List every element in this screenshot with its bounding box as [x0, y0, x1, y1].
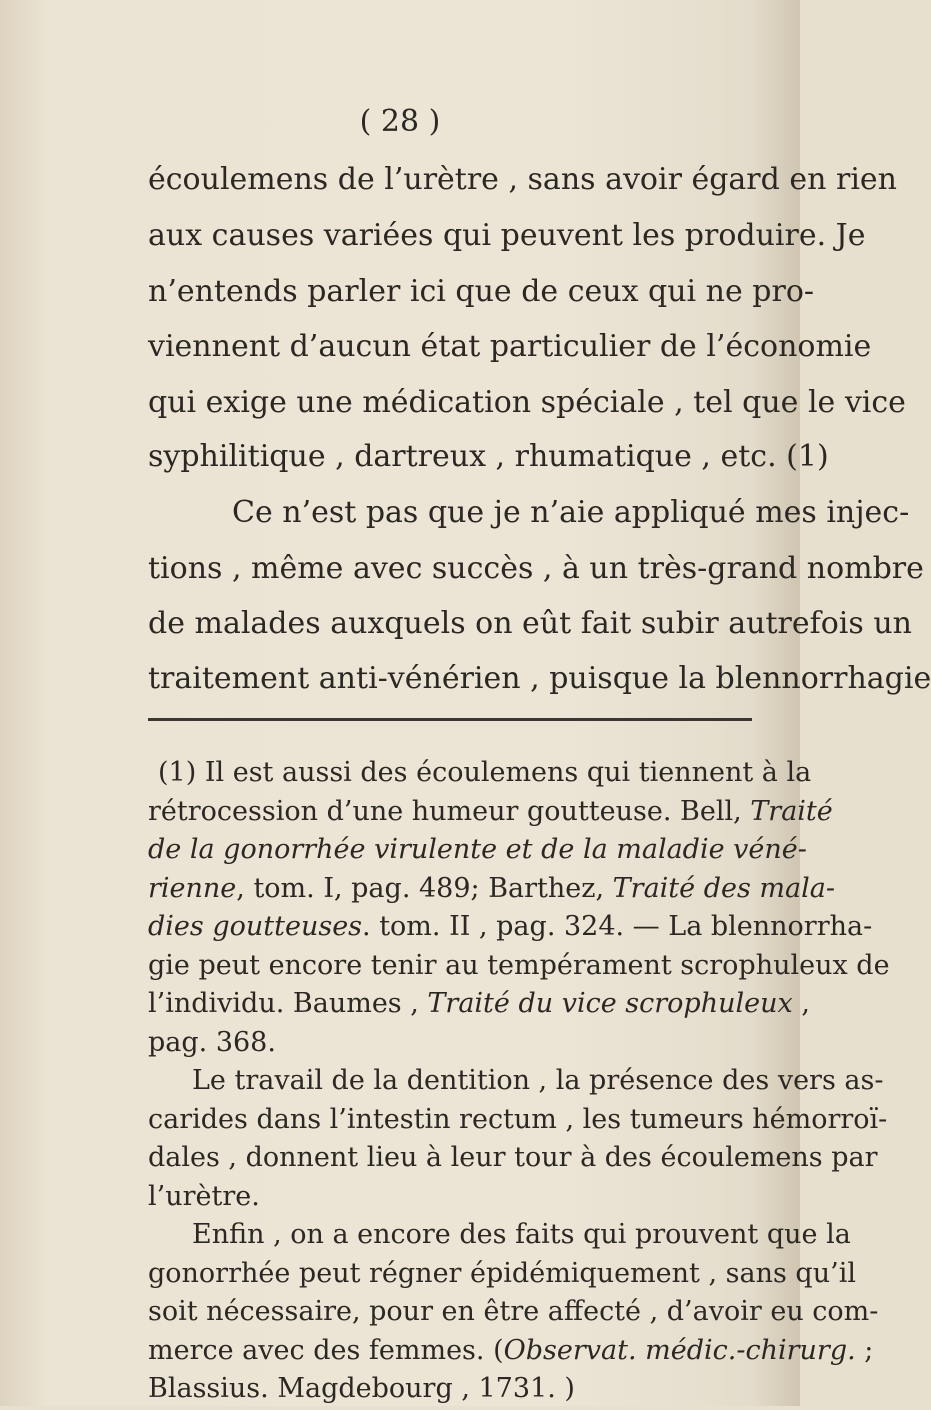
- footnote-line: (1) Il est aussi des écoulemens qui tiennent à la: [158, 757, 812, 788]
- footnote-line: Enfin , on a encore des faits qui prouvent que la: [192, 1219, 851, 1250]
- text-line: de malades auxquels on eût fait subir autrefois un: [148, 606, 912, 641]
- footnote-line: rétrocession d’une humeur goutteuse. Bell, Traité: [148, 795, 833, 827]
- page-number: ( 28 ): [359, 104, 441, 139]
- footnote-line: dales , donnent lieu à leur tour à des écoulemens par: [148, 1142, 878, 1173]
- text-line: qui exige une médication spéciale , tel que le vice: [148, 385, 906, 420]
- footnote-line: merce avec des femmes. (Observat. médic.-chirurg. ;: [148, 1334, 874, 1366]
- text-line: viennent d’aucun état particulier de l’économie: [148, 329, 872, 364]
- footnote-rule: [148, 718, 752, 721]
- footnote-line: Blassius. Magdebourg , 1731. ): [148, 1373, 575, 1404]
- text-line: aux causes variées qui peuvent les produire. Je: [148, 218, 866, 253]
- text-line: Ce n’est pas que je n’aie appliqué mes injec-: [232, 495, 910, 530]
- footnote-line: l’individu. Baumes , Traité du vice scrophuleux ,: [148, 988, 810, 1019]
- text-line: n’entends parler ici que de ceux qui ne pro-: [148, 274, 815, 309]
- footnote-line: carides dans l’intestin rectum , les tumeurs hémorroï-: [148, 1103, 888, 1135]
- footnote-line: rienne, tom. I, pag. 489; Barthez, Traité des mala-: [148, 872, 835, 904]
- footnote-line: soit nécessaire, pour en être affecté , d’avoir eu com-: [148, 1296, 879, 1327]
- footnote-line: gonorrhée peut régner épidémiquement , sans qu’il: [148, 1257, 856, 1289]
- footnote-line: de la gonorrhée virulente et de la maladie véné-: [148, 834, 807, 865]
- footnote-line: dies goutteuses. tom. II , pag. 324. — La blennorrha-: [148, 911, 873, 942]
- text-line: écoulemens de l’urètre , sans avoir égard en rien: [148, 162, 897, 197]
- text-line: syphilitique , dartreux , rhumatique , etc. (1): [148, 439, 829, 474]
- footnote-line: gie peut encore tenir au tempérament scrophuleux de: [148, 949, 890, 981]
- text-line: traitement anti-vénérien , puisque la blennorrhagie: [148, 661, 931, 696]
- footnote-line: pag. 368.: [148, 1026, 276, 1058]
- footnote-line: Le travail de la dentition , la présence des vers as-: [192, 1065, 884, 1096]
- text-line: tions , même avec succès , à un très-grand nombre: [148, 551, 924, 586]
- footnote-line: l’urètre.: [148, 1180, 260, 1212]
